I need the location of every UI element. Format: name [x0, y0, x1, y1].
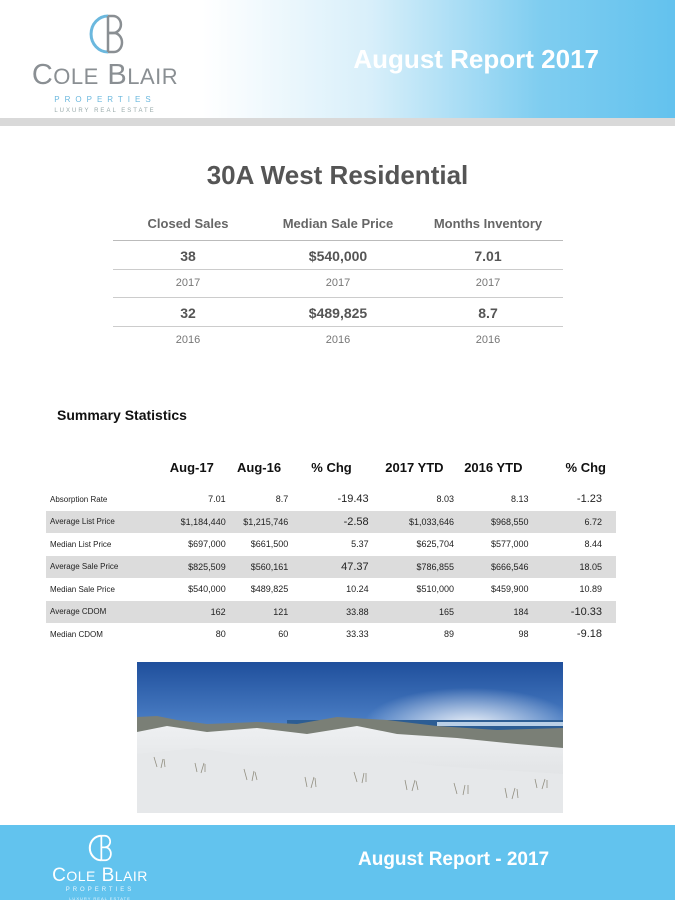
header-divider: [0, 118, 675, 126]
cell: 8.03: [436, 494, 455, 505]
cell: 121: [273, 606, 289, 617]
cell: $510,000: [416, 584, 455, 595]
table-row: [46, 511, 616, 534]
cell: -19.43: [337, 493, 369, 506]
row-label: Average CDOM: [50, 607, 107, 617]
stats-header-2016-ytd: 2016 YTD: [464, 459, 523, 475]
cell: $1,215,746: [243, 516, 289, 527]
brand-logo: [30, 12, 180, 112]
cell: $825,509: [188, 561, 226, 572]
cell: 6.72: [584, 516, 602, 527]
kpi-value: 8.7: [413, 298, 563, 327]
cell: 8.7: [275, 494, 289, 505]
kpi-value: $489,825: [263, 298, 413, 327]
cell: $1,184,440: [180, 516, 226, 527]
cell: 33.33: [346, 629, 369, 640]
footer-brand-logo: [50, 833, 150, 901]
kpi-header-row: [113, 212, 563, 241]
cell: -1.23: [576, 493, 602, 506]
kpi-year: 2017: [263, 270, 413, 298]
kpi-value: 7.01: [413, 241, 563, 270]
kpi-value: 32: [113, 298, 263, 327]
row-label: Median Sale Price: [50, 584, 115, 594]
kpi-year: 2017: [413, 270, 563, 298]
cell: 80: [215, 629, 226, 640]
cb-monogram-icon: [87, 833, 113, 863]
cell: $540,000: [188, 584, 226, 595]
kpi-year: 2016: [325, 334, 351, 346]
cell: $661,500: [250, 539, 289, 550]
summary-statistics-title: Summary Statistics: [57, 407, 187, 423]
table-row: [46, 556, 616, 579]
table-row: [46, 578, 616, 601]
table-row: [46, 533, 616, 556]
cell: $560,161: [250, 561, 289, 572]
footer-brand-name: COLE BLAIR: [52, 865, 148, 886]
kpi-year: 2017: [113, 270, 263, 298]
stats-header-ytd-pct-chg: % Chg: [565, 459, 606, 475]
cell: 5.37: [351, 539, 369, 550]
kpi-year: 2016: [475, 334, 501, 346]
cell: $697,000: [188, 539, 226, 550]
cell: $459,900: [490, 584, 529, 595]
brand-subtitle: PROPERTIES: [54, 95, 156, 104]
cell: 8.44: [584, 539, 602, 550]
footer-brand-tagline: LUXURY REAL ESTATE: [69, 896, 131, 901]
cell: 98: [518, 629, 529, 640]
cell: $625,704: [416, 539, 455, 550]
kpi-current-year-row: [113, 270, 563, 298]
row-label: Average List Price: [50, 517, 115, 527]
brand-name: COLE BLAIR: [31, 59, 179, 91]
cell: 162: [210, 606, 226, 617]
cell: $666,546: [490, 561, 529, 572]
cell: -9.18: [576, 628, 602, 641]
stats-header-aug-17: Aug-17: [169, 459, 214, 475]
cell: $489,825: [250, 584, 289, 595]
summary-statistics-table: [46, 446, 616, 646]
cell: 47.37: [341, 560, 369, 573]
cell: 8.13: [511, 494, 529, 505]
stats-header-row: [46, 446, 616, 488]
cell: $577,000: [490, 539, 529, 550]
cell: -10.33: [570, 605, 602, 618]
table-row: [46, 601, 616, 624]
cell: 60: [278, 629, 289, 640]
page-footer: [0, 825, 675, 900]
kpi-header-median-sale-price: Median Sale Price: [263, 212, 413, 241]
row-label: Absorption Rate: [50, 494, 108, 504]
row-label: Average Sale Price: [50, 562, 119, 572]
footer-report-title: August Report - 2017: [358, 849, 550, 870]
kpi-table: [113, 212, 563, 354]
kpi-previous-values-row: [113, 298, 563, 327]
cell: 184: [513, 606, 529, 617]
cell: $968,550: [490, 516, 529, 527]
cell: $1,033,646: [409, 516, 455, 527]
cell: 7.01: [208, 494, 226, 505]
stats-header-pct-chg: % Chg: [311, 459, 352, 475]
page-header: [0, 0, 675, 118]
row-label: Median List Price: [50, 539, 112, 549]
cell: -2.58: [343, 515, 369, 528]
table-row: [46, 488, 616, 511]
kpi-year: 2016: [175, 334, 201, 346]
row-label: Median CDOM: [50, 629, 103, 639]
kpi-previous-year-row: [113, 327, 563, 354]
cell: 89: [444, 629, 455, 640]
cell: $786,855: [416, 561, 455, 572]
footer-brand-subtitle: PROPERTIES: [65, 887, 135, 893]
table-row: [46, 623, 616, 646]
kpi-header-months-inventory: Months Inventory: [413, 212, 563, 241]
cell: 10.24: [346, 584, 369, 595]
kpi-value: $540,000: [263, 241, 413, 270]
kpi-value: 38: [113, 241, 263, 270]
stats-header-2017-ytd: 2017 YTD: [385, 459, 444, 475]
brand-tagline: LUXURY REAL ESTATE: [54, 108, 156, 114]
beach-dunes-photo: [137, 662, 563, 813]
cell: 10.89: [579, 584, 602, 595]
cell: 33.88: [346, 606, 369, 617]
report-title: August Report 2017: [353, 44, 599, 74]
cell: 165: [439, 606, 455, 617]
stats-header-aug-16: Aug-16: [237, 459, 282, 475]
page-title: 30A West Residential: [206, 160, 469, 190]
cb-monogram-icon: [87, 12, 125, 56]
kpi-current-values-row: [113, 241, 563, 270]
cell: 18.05: [579, 561, 602, 572]
kpi-header-closed-sales: Closed Sales: [113, 212, 263, 241]
